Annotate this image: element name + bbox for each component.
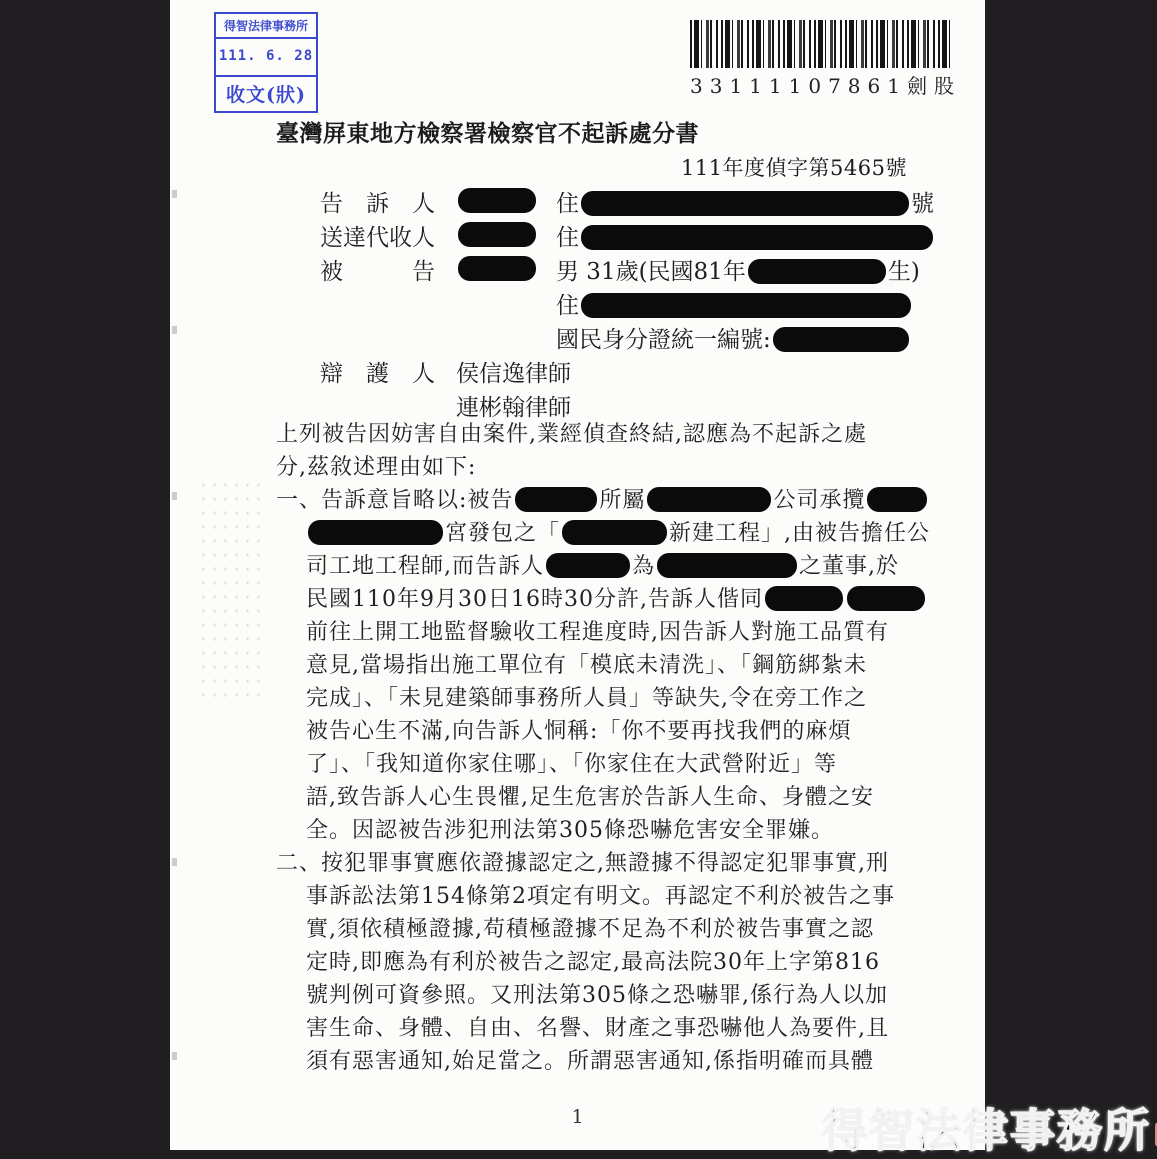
text-run: 了」、「我知道你家住哪」、「你家住在大武營附近」等 bbox=[306, 752, 838, 777]
law-firm-watermark bbox=[822, 1094, 1157, 1159]
party-details bbox=[556, 185, 960, 218]
text-run: 全。因認被告涉犯刑法第305條恐嚇危害安全罪嫌。 bbox=[306, 818, 834, 843]
stamp-firm-name: 得智法律事務所 bbox=[216, 14, 316, 39]
body-line bbox=[306, 682, 926, 715]
paragraphs bbox=[276, 484, 931, 1078]
text-run: 住 bbox=[556, 224, 579, 251]
case-number: 111年度偵字第5465號 bbox=[680, 156, 907, 180]
scan-artifact bbox=[172, 858, 177, 866]
redaction-bar bbox=[581, 293, 911, 318]
page-number: 1 bbox=[571, 1106, 584, 1128]
text-run: 按犯罪事實應依證據認定之,無證據不得認定犯罪事實,刑 bbox=[321, 851, 889, 876]
document-title: 臺灣屏東地方檢察署檢察官不起訴處分書 bbox=[276, 120, 699, 147]
text-run: 完成」、「未見建築師事務所人員」等缺失,令在旁工作之 bbox=[306, 686, 867, 711]
text-run: 侯信逸律師 bbox=[456, 360, 571, 387]
document-page bbox=[170, 0, 985, 1150]
scan-artifact bbox=[172, 1052, 177, 1060]
text-run: 號 bbox=[911, 190, 934, 217]
paragraph-marker: 一、 bbox=[276, 488, 323, 513]
scan-artifact bbox=[172, 190, 177, 198]
scan-artifact bbox=[172, 492, 177, 500]
text-run: 宮發包之「 bbox=[445, 521, 561, 546]
party-row bbox=[320, 218, 960, 252]
text-run: 前往上開工地監督驗收工程進度時,因告訴人對施工品質有 bbox=[306, 620, 889, 645]
text-run: 號判例可資參照。又刑法第305條之恐嚇罪,係行為人以加 bbox=[306, 983, 888, 1008]
text-run: 住 bbox=[556, 190, 579, 217]
text-run: 意見,當場指出施工單位有「模底未清洗」、「鋼筋綁紮未 bbox=[306, 653, 867, 678]
body-line bbox=[306, 748, 926, 781]
body-line bbox=[306, 1045, 926, 1078]
body-line bbox=[306, 814, 926, 847]
body-line bbox=[306, 616, 926, 649]
body-line bbox=[276, 847, 926, 880]
text-run: 司工地工程師,而告訴人 bbox=[306, 554, 544, 579]
party-details bbox=[556, 287, 960, 320]
text-run: 民國110年9月30日16時30分許,告訴人偕同 bbox=[306, 587, 763, 612]
party-name bbox=[456, 355, 571, 388]
party-row bbox=[320, 184, 960, 218]
text-run: 害生命、身體、自由、名譽、財產之事恐嚇他人為要件,且 bbox=[306, 1016, 889, 1041]
party-role-label: 送達代收人 bbox=[320, 224, 435, 251]
text-run: 連彬翰律師 bbox=[456, 394, 571, 421]
party-row bbox=[320, 252, 960, 286]
party-role-label: 辯 護 人 bbox=[320, 360, 435, 387]
text-run: 新建工程」,由被告擔任公 bbox=[669, 521, 931, 546]
party-row bbox=[320, 320, 960, 354]
text-run: 定時,即應為有利於被告之認定,最高法院30年上字第816 bbox=[306, 950, 880, 975]
redaction-bar bbox=[765, 586, 843, 611]
stamp-received-label: 收文(狀) bbox=[216, 75, 316, 111]
paragraph-marker: 二、 bbox=[276, 851, 323, 876]
redaction-bar bbox=[581, 225, 933, 250]
text-run: 為 bbox=[632, 554, 656, 579]
redaction-bar bbox=[458, 256, 536, 281]
text-run: 所屬 bbox=[599, 488, 646, 513]
redaction-bar bbox=[458, 188, 536, 213]
barcode-bars-icon bbox=[690, 20, 952, 68]
body-line bbox=[306, 715, 926, 748]
redaction-bar bbox=[867, 487, 927, 512]
barcode bbox=[690, 20, 961, 99]
redaction-bar bbox=[847, 586, 925, 611]
receipt-stamp bbox=[214, 12, 318, 113]
text-run: 國民身分證統一編號: bbox=[556, 326, 771, 353]
party-role-label: 告 訴 人 bbox=[320, 190, 435, 217]
watermark-text: 得智法律事務所 bbox=[822, 1104, 1152, 1157]
text-run: 分,茲敘述理由如下: bbox=[276, 455, 477, 480]
text-run: 事訴訟法第154條第2項定有明文。再認定不利於被告之事 bbox=[306, 884, 895, 909]
numbered-paragraph bbox=[276, 847, 926, 1078]
body-line bbox=[306, 583, 926, 616]
body-line bbox=[276, 418, 926, 451]
text-run: 實,須依積極證據,苟積極證據不足為不利於被告事實之認 bbox=[306, 917, 874, 942]
party-details bbox=[556, 253, 960, 286]
intro bbox=[276, 418, 926, 484]
redaction-bar bbox=[308, 520, 443, 545]
redaction-bar bbox=[546, 553, 630, 578]
party-row bbox=[320, 286, 960, 320]
redaction-bar bbox=[458, 222, 536, 247]
body-line bbox=[306, 880, 926, 913]
text-run: 之董事,於 bbox=[799, 554, 900, 579]
party-row bbox=[320, 388, 960, 422]
party-details bbox=[556, 219, 960, 252]
redaction-bar bbox=[748, 259, 886, 284]
text-run: 告訴意旨略以:被告 bbox=[321, 488, 514, 513]
redaction-bar bbox=[581, 191, 909, 216]
body-line bbox=[306, 550, 926, 583]
body-line bbox=[306, 649, 926, 682]
redaction-bar bbox=[515, 487, 597, 512]
body-line bbox=[306, 781, 926, 814]
body-line bbox=[306, 1012, 926, 1045]
party-role-label: 被 告 bbox=[320, 258, 435, 285]
text-run: 上列被告因妨害自由案件,業經偵查終結,認應為不起訴之處 bbox=[276, 422, 867, 447]
redaction-bar bbox=[657, 553, 797, 578]
party-name bbox=[456, 389, 571, 422]
scan-noise bbox=[198, 478, 268, 708]
text-run: 被告心生不滿,向告訴人恫稱:「你不要再找我們的麻煩 bbox=[306, 719, 852, 744]
party-details bbox=[556, 321, 960, 354]
scan-artifact bbox=[172, 326, 177, 334]
party-name bbox=[456, 222, 556, 248]
body-line bbox=[276, 484, 926, 517]
text-run: 住 bbox=[556, 292, 579, 319]
numbered-paragraph bbox=[276, 484, 931, 847]
body-text bbox=[276, 418, 931, 1078]
parties bbox=[320, 184, 960, 422]
party-name bbox=[456, 188, 556, 214]
text-run: 語,致告訴人心生畏懼,足生危害於告訴人生命、身體之安 bbox=[306, 785, 874, 810]
text-run: 公司承攬 bbox=[773, 488, 866, 513]
redaction-bar bbox=[562, 520, 667, 545]
redaction-bar bbox=[647, 487, 771, 512]
party-name bbox=[456, 256, 556, 282]
text-run: 須有惡害通知,始足當之。所謂惡害通知,係指明確而具體 bbox=[306, 1049, 874, 1074]
party-row bbox=[320, 354, 960, 388]
redaction-bar bbox=[773, 327, 909, 352]
body-line bbox=[306, 913, 926, 946]
body-line bbox=[306, 517, 931, 550]
text-run: 男 31歲(民國81年 bbox=[556, 258, 746, 285]
body-line bbox=[306, 946, 926, 979]
barcode-number: 33111107861劍股 bbox=[690, 74, 961, 98]
body-line bbox=[276, 451, 926, 484]
text-run: 生) bbox=[887, 258, 920, 285]
body-line bbox=[306, 979, 926, 1012]
stamp-date: 111. 6. 28 bbox=[218, 48, 314, 64]
